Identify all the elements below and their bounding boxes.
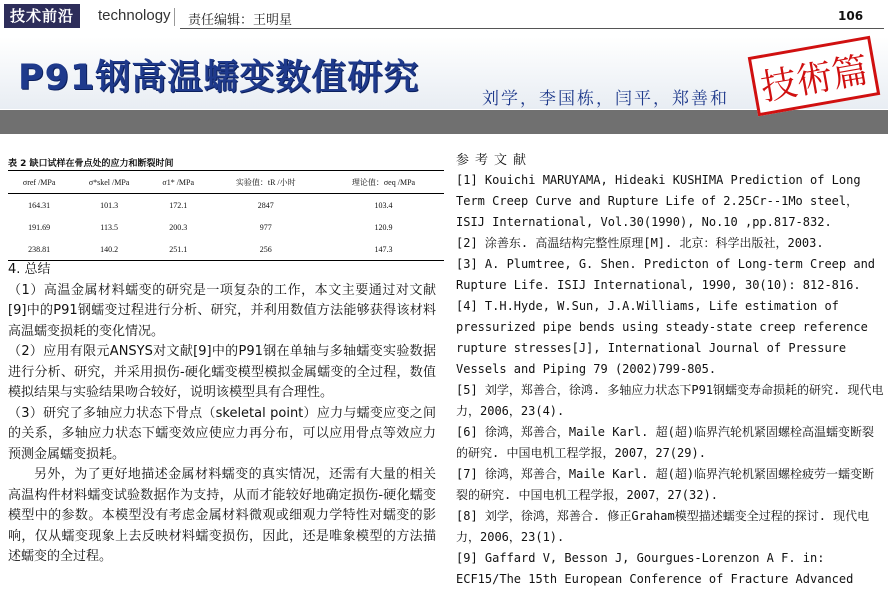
- editor-credit: 责任编辑：王明星: [188, 13, 293, 28]
- table-cell: 191.69: [28, 222, 51, 232]
- table-cell: 120.9: [374, 222, 393, 232]
- table-header: σ1* /MPa: [148, 171, 209, 194]
- reference-item: [3] A. Plumtree, G. Shen. Predicton of Long-term Creep and Rupture Life. ISIJ International, 1990, 30(10): 812-816.: [456, 257, 876, 292]
- reference-item: [5] 刘学，郑善合，徐鸿. 多轴应力状态下P91钢蠕变寿命损耗的研究. 现代电力，2006，23(4).: [456, 383, 884, 418]
- table-cell: 238.81: [8, 238, 70, 261]
- table-row: [8, 238, 444, 261]
- reference-item: [4] T.H.Hyde, W.Sun, J.A.Williams, Life estimation of pressurized pipe bends using steady-state creep reference rupture stresses[J], International Journal of Pressure Vessels and Piping 79 (2002)799-805.: [456, 299, 868, 376]
- reference-item: [9] Gaffard V, Besson J, Gourgues-Lorenzon A F. in: ECF15/The 15th European Conference of Fracture Advanced: [456, 551, 854, 586]
- header-divider: [174, 8, 175, 26]
- paragraph: （2）应用有限元ANSYS对文献[9]中的P91钢在单轴与多轴蠕变实验数据进行分析、研究，并采用损伤-硬化蠕变模型模拟金属蠕变的全过程，数值模拟结果与实验结果吻合较好，说明该模型具有合理性。: [8, 344, 436, 400]
- title-underbar: [0, 110, 888, 134]
- section-heading: 4. 总结: [8, 262, 51, 277]
- table-cell: 164.31: [28, 200, 51, 210]
- header-rule: [180, 28, 884, 29]
- stress-table: [8, 170, 444, 261]
- table-caption: 表 2 缺口试样在骨点处的应力和断裂时间: [8, 159, 174, 169]
- table-cell: 172.1: [169, 200, 188, 210]
- table-row: [8, 194, 444, 217]
- article-title: P91钢高温蠕变数值研究: [18, 58, 420, 98]
- paragraph: 另外，为了更好地描述金属材料蠕变的真实情况，还需有大量的相关高温构件材料蠕变试验数据作为支持，从而才能较好地确定损伤-硬化蠕变模型中的参数。本模型没有考虑金属材料微观或细观力学特性对蠕变的影响，仅从蠕变现象上去反映材料蠕变损伤，因此，还是唯象模型的方法描述蠕变的全过程。: [8, 467, 436, 564]
- references-list: [456, 170, 886, 590]
- table-cell: 140.2: [70, 238, 148, 261]
- table-cell: 200.3: [169, 222, 188, 232]
- table-cell: 977: [259, 222, 272, 232]
- reference-item: [7] 徐鸿，郑善合，Maile Karl. 超(超)临界汽轮机紧固螺栓疲劳一蠕变断裂的研究. 中国电机工程学报，2007，27(32).: [456, 467, 875, 502]
- table-cell: 113.5: [100, 222, 118, 232]
- references-heading: 参考文献: [456, 153, 533, 168]
- table-header: 理论值：σeq /MPa: [323, 171, 444, 194]
- table-cell: 147.3: [323, 238, 444, 261]
- page-number: 106: [838, 9, 864, 23]
- table-row: [8, 216, 444, 238]
- table-cell: 256: [209, 238, 323, 261]
- table-cell: 103.4: [374, 200, 393, 210]
- table-header: 实验值：tR /小时: [209, 171, 323, 194]
- table-cell: 101.3: [100, 200, 119, 210]
- category-stamp: 技術篇: [748, 36, 881, 117]
- conclusion-section: [8, 260, 436, 568]
- article-authors: 刘学，李国栋，闫平，郑善和: [482, 89, 729, 109]
- table-cell: 2847: [257, 200, 274, 210]
- table-header: σ*skel /MPa: [70, 171, 148, 194]
- reference-item: [2] 涂善东. 高温结构完整性原理[M]. 北京：科学出版社，2003.: [456, 236, 824, 250]
- table-cell: 251.1: [148, 238, 209, 261]
- reference-item: [8] 刘学，徐鸿，郑善合. 修正Graham模型描述蠕变全过程的探讨. 现代电力，2006，23(1).: [456, 509, 870, 544]
- section-brand-en: technology: [98, 7, 171, 24]
- section-brand: 技术前沿: [4, 4, 80, 28]
- paragraph: （3）研究了多轴应力状态下骨点（skeletal point）应力与蠕变应变之间的关系，多轴应力状态下蠕变效应使应力再分布，可以应用骨点等效应力预测金属蠕变损耗。: [8, 405, 436, 462]
- reference-item: [6] 徐鸿，郑善合，Maile Karl. 超(超)临界汽轮机紧固螺栓高温蠕变断裂的研究. 中国电机工程学报，2007，27(29).: [456, 425, 875, 460]
- table-header-row: [8, 171, 444, 194]
- table-header: σref /MPa: [8, 171, 70, 194]
- reference-item: [1] Kouichi MARUYAMA, Hideaki KUSHIMA Prediction of Long Term Creep Curve and Rupture Life of 2.25Cr--1Mo steel，ISIJ International, Vol.30(1990), No.10 ,pp.817-832.: [456, 173, 861, 229]
- paragraph: （1）高温金属材料蠕变的研究是一项复杂的工作，本文主要通过对文献[9]中的P91钢蠕变过程进行分析、研究，并利用数值方法能够获得该材料高温蠕变损耗的变化情况。: [8, 282, 436, 339]
